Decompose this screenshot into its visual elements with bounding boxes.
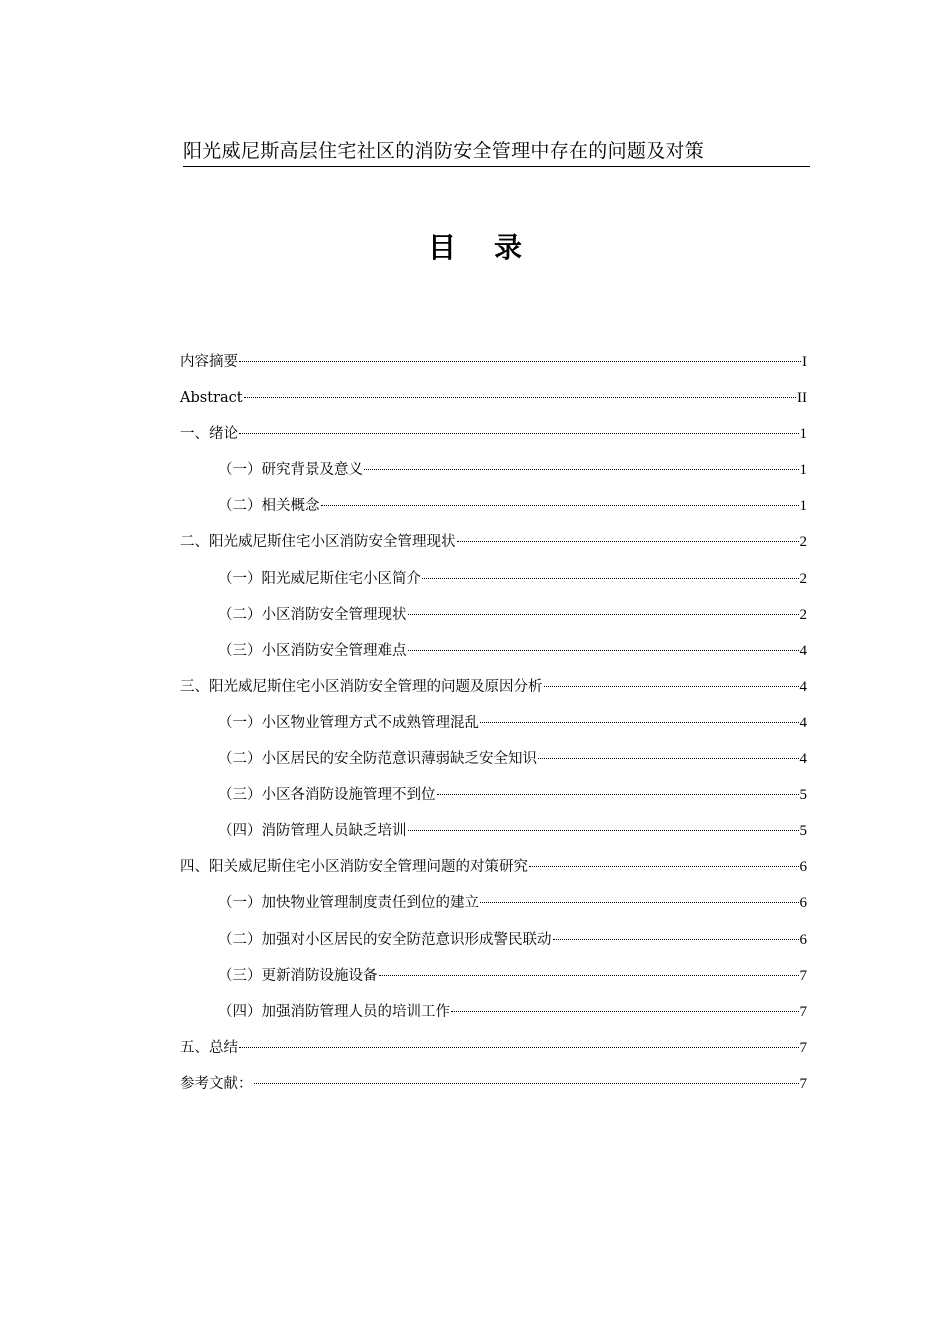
- toc-dot-leader: [239, 361, 801, 362]
- toc-entry-label: Abstract: [180, 390, 243, 407]
- toc-entry-label: （二）小区居民的安全防范意识薄弱缺乏安全知识: [218, 751, 537, 768]
- toc-dot-leader: [254, 1083, 799, 1084]
- toc-entry-label: （二）相关概念: [218, 498, 320, 515]
- toc-dot-leader: [364, 469, 799, 470]
- toc-dot-leader: [437, 794, 799, 795]
- toc-entry[interactable]: [180, 922, 807, 958]
- toc-page-number: 7: [799, 1075, 807, 1092]
- toc-dot-leader: [544, 686, 799, 687]
- toc-entry[interactable]: [180, 561, 807, 597]
- toc-entry[interactable]: [180, 380, 807, 416]
- toc-page-number: 4: [799, 714, 807, 731]
- toc-page-number: 2: [799, 570, 807, 587]
- toc-entry-label: 内容摘要: [180, 354, 238, 370]
- table-of-contents: [180, 344, 807, 1102]
- toc-dot-leader: [480, 902, 799, 903]
- running-header-title: 阳光威尼斯高层住宅社区的消防安全管理中存在的问题及对策: [183, 140, 705, 162]
- toc-entry-label: （三）小区消防安全管理难点: [218, 642, 407, 659]
- toc-entry-label: 五、总结: [180, 1039, 238, 1056]
- toc-entry[interactable]: [180, 488, 807, 524]
- toc-dot-leader: [321, 505, 799, 506]
- toc-entry[interactable]: [180, 849, 807, 885]
- toc-entry-label: （三）更新消防设施设备: [218, 967, 378, 984]
- toc-entry[interactable]: [180, 452, 807, 488]
- toc-entry[interactable]: [180, 416, 807, 452]
- toc-page-number: 5: [799, 823, 807, 840]
- toc-entry-label: 参考文献：: [180, 1075, 253, 1092]
- toc-page-number: 7: [799, 967, 807, 984]
- toc-page-number: 4: [799, 678, 807, 695]
- toc-page-number: 6: [799, 895, 807, 912]
- toc-entry-label: （一）阳光威尼斯住宅小区简介: [218, 570, 421, 587]
- toc-entry[interactable]: [180, 1066, 807, 1102]
- toc-dot-leader: [408, 614, 799, 615]
- toc-entry[interactable]: [180, 524, 807, 560]
- toc-entry-label: （四）消防管理人员缺乏培训: [218, 823, 407, 840]
- toc-entry[interactable]: [180, 813, 807, 849]
- toc-entry[interactable]: [180, 597, 807, 633]
- toc-entry-label: （二）加强对小区居民的安全防范意识形成警民联动: [218, 931, 552, 948]
- toc-entry-label: （三）小区各消防设施管理不到位: [218, 787, 436, 804]
- toc-entry[interactable]: [180, 344, 807, 380]
- toc-page-number: 6: [799, 859, 807, 876]
- toc-page-number: 2: [799, 534, 807, 551]
- toc-entry-label: 二、阳光威尼斯住宅小区消防安全管理现状: [180, 534, 456, 551]
- toc-entry[interactable]: [180, 669, 807, 705]
- toc-entry[interactable]: [180, 633, 807, 669]
- toc-entry[interactable]: [180, 994, 807, 1030]
- toc-dot-leader: [244, 397, 796, 398]
- toc-page-number: 7: [799, 1039, 807, 1056]
- toc-entry-label: 三、阳光威尼斯住宅小区消防安全管理的问题及原因分析: [180, 678, 543, 695]
- toc-dot-leader: [553, 939, 799, 940]
- toc-entry-label: （四）加强消防管理人员的培训工作: [218, 1003, 450, 1020]
- toc-heading: 目录: [427, 231, 560, 264]
- toc-dot-leader: [529, 866, 799, 867]
- toc-entry[interactable]: [180, 741, 807, 777]
- toc-dot-leader: [239, 433, 799, 434]
- toc-entry-label: 一、绪论: [180, 426, 238, 443]
- toc-page-number: II: [797, 390, 807, 407]
- toc-entry[interactable]: [180, 958, 807, 994]
- toc-dot-leader: [538, 758, 799, 759]
- toc-page-number: 5: [799, 787, 807, 804]
- toc-page-number: 2: [799, 606, 807, 623]
- running-header: [183, 136, 810, 167]
- toc-entry-label: （一）加快物业管理制度责任到位的建立: [218, 895, 479, 912]
- toc-dot-leader: [408, 650, 799, 651]
- toc-dot-leader: [408, 830, 799, 831]
- toc-entry-label: （二）小区消防安全管理现状: [218, 606, 407, 623]
- toc-dot-leader: [379, 975, 799, 976]
- toc-dot-leader: [457, 541, 799, 542]
- toc-page-number: I: [802, 354, 807, 370]
- toc-dot-leader: [451, 1011, 799, 1012]
- toc-entry[interactable]: [180, 885, 807, 921]
- toc-entry[interactable]: [180, 777, 807, 813]
- toc-entry-label: （一）研究背景及意义: [218, 462, 363, 479]
- toc-page-number: 1: [799, 426, 807, 443]
- toc-entry-label: （一）小区物业管理方式不成熟管理混乱: [218, 714, 479, 731]
- toc-page-number: 1: [799, 498, 807, 515]
- toc-page-number: 4: [799, 751, 807, 768]
- toc-entry-label: 四、阳关威尼斯住宅小区消防安全管理问题的对策研究: [180, 859, 528, 876]
- toc-page-number: 7: [799, 1003, 807, 1020]
- toc-dot-leader: [480, 722, 799, 723]
- toc-page-number: 1: [799, 462, 807, 479]
- toc-page-number: 4: [799, 642, 807, 659]
- toc-dot-leader: [239, 1047, 799, 1048]
- toc-entry[interactable]: [180, 1030, 807, 1066]
- toc-entry[interactable]: [180, 705, 807, 741]
- toc-page-number: 6: [799, 931, 807, 948]
- toc-dot-leader: [422, 578, 799, 579]
